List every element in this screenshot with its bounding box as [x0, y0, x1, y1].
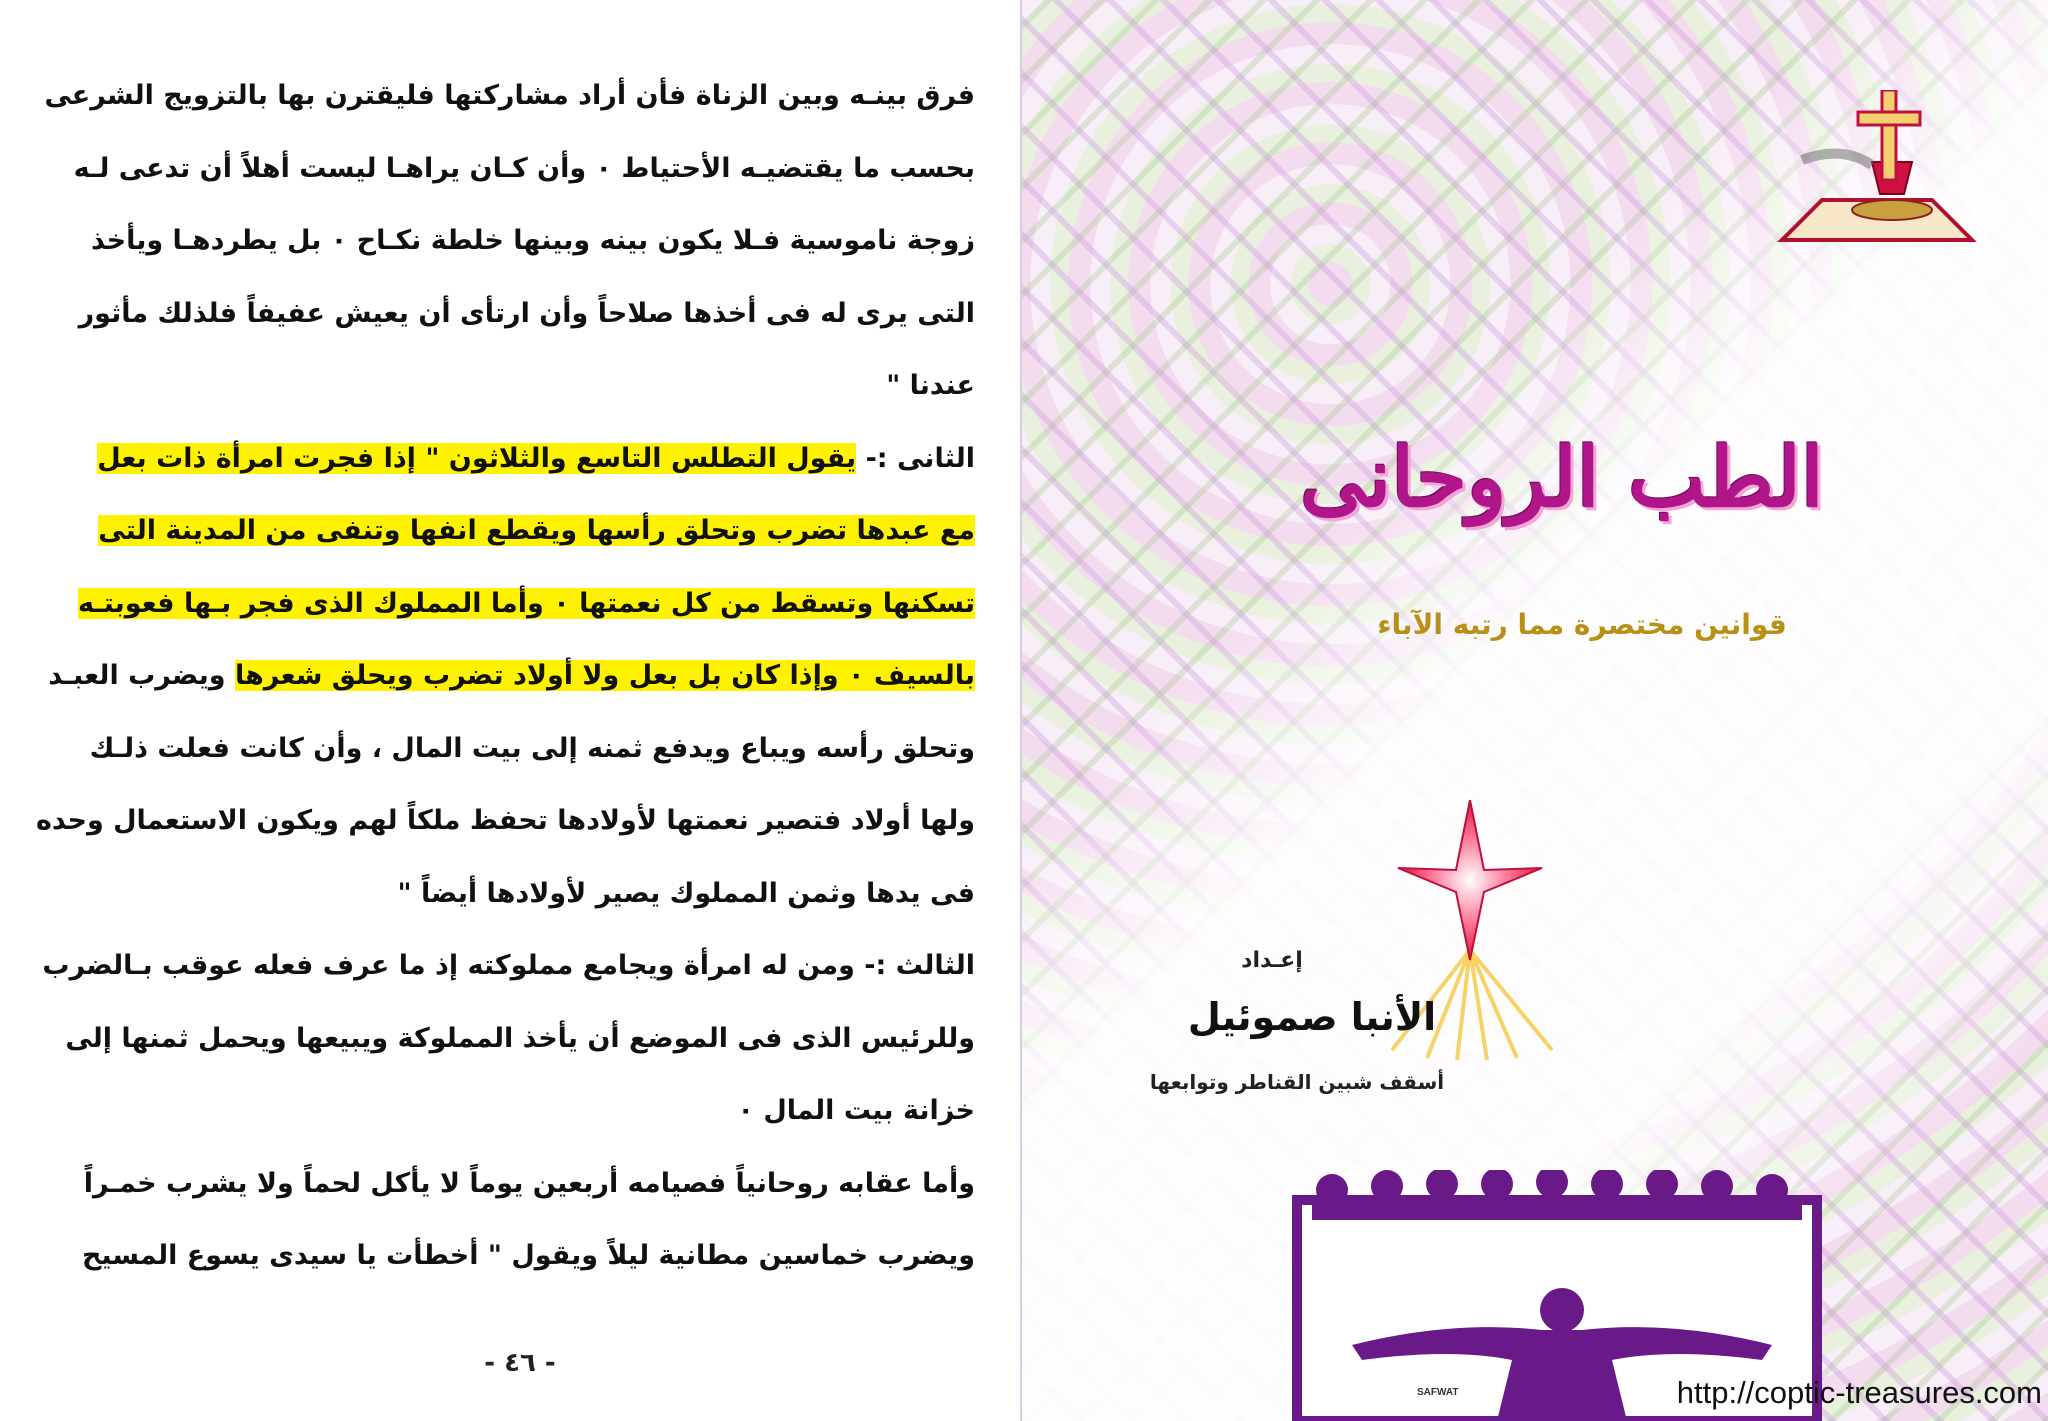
text-segment: ولها أولاد فتصير نعمتها لأولادها تحفظ ملكاً لهم ويكون الاستعمال وحده: [35, 805, 975, 836]
text-segment: وأما عقابه روحانياً فصيامه أربعين يوماً لا يأكل لحماً ولا يشرب خمـراً: [83, 1167, 975, 1199]
website-url: http://coptic-treasures.com: [1676, 1375, 2042, 1410]
text-segment: التى يرى له فى أخذها صلاحاً وأن ارتأى أن يعيش عفيفاً فلذلك مأثور: [78, 297, 975, 329]
author-title: أسقف شبين القناطر وتوابعها: [1149, 1070, 1445, 1094]
prepared-by-label: إعـداد: [1241, 948, 1303, 973]
cross-chalice-icon: [1762, 90, 2002, 250]
cover-subtitle: قوانين مختصرة مما رتبه الآباء: [1377, 608, 1787, 641]
text-line: [55, 1083, 975, 1156]
cover-title: الطب الروحانى: [1300, 430, 1824, 526]
text-segment: الثانى :-: [856, 442, 975, 474]
text-segment: فرق بينـه وبين الزناة فأن أراد مشاركتها فليقترن بها بالتزويج الشرعى: [44, 80, 975, 111]
text-segment: زوجة ناموسية فـلا يكون بينه وبينها خلطة نكـاح ٠ بل يطردهـا ويأخذ: [91, 225, 975, 256]
artist-signature: SAFWAT: [1417, 1387, 1459, 1398]
text-line: [55, 1011, 975, 1084]
text-segment: وللرئيس الذى فى الموضع أن يأخذ المملوكة ويبيعها ويحمل ثمنها إلى: [65, 1022, 975, 1054]
text-segment: ويضرب خماسين مطانية ليلاً ويقول " أخطأت يا سيدى يسوع المسيح: [81, 1240, 975, 1271]
highlighted-text: تسكنها وتسقط من كل نعمتها ٠ وأما المملوك الذى فجر بـها فعوبتـه: [77, 587, 975, 619]
body-text: [35, 68, 975, 1301]
text-line: [55, 213, 975, 286]
author-name: الأنبا صموئيل: [1187, 995, 1437, 1039]
text-line: [55, 358, 975, 431]
text-line: [44, 68, 975, 141]
text-segment: عندنا ": [886, 370, 975, 401]
text-segment: ويضرب العبـد: [48, 660, 235, 691]
text-segment: الثالث :- ومن له امرأة ويجامع مملوكته إذ ما عرف فعله عوقب بـالضرب: [42, 950, 975, 981]
text-line: [55, 141, 975, 214]
highlighted-text: مع عبدها تضرب وتحلق رأسها ويقطع انفها وتنفى من المدينة التى: [98, 515, 975, 546]
text-line: [55, 503, 975, 576]
text-line: [48, 648, 975, 721]
book-cover: [1020, 0, 2048, 1421]
text-line: [55, 576, 975, 649]
text-line: [55, 1156, 975, 1229]
text-segment: فى يدها وثمن المملوك يصير لأولادها أيضاً ": [397, 877, 975, 909]
page-number: - ٤٦ -: [484, 1348, 556, 1378]
text-line: [55, 866, 975, 939]
text-segment: خزانة بيت المال ٠: [737, 1095, 975, 1126]
highlighted-text: يقول التطلس التاسع والثلاثون " إذا فجرت امرأة ذات بعل: [97, 442, 857, 474]
left-page: [0, 0, 1020, 1421]
highlighted-text: بالسيف ٠ وإذا كان بل بعل ولا أولاد تضرب ويحلق شعرها: [234, 660, 975, 691]
text-line: [42, 938, 975, 1011]
text-line: [55, 431, 975, 504]
text-line: [35, 793, 975, 866]
text-line: [55, 721, 975, 794]
text-line: [55, 1228, 975, 1301]
text-line: [55, 286, 975, 359]
text-segment: بحسب ما يقتضيـه الأحتياط ٠ وأن كـان يراهـا ليست أهلاً أن تدعى لـه: [73, 152, 975, 184]
text-segment: وتحلق رأسه ويباع ويدفع ثمنه إلى بيت المال ، وأن كانت فعلت ذلـك: [89, 732, 975, 764]
